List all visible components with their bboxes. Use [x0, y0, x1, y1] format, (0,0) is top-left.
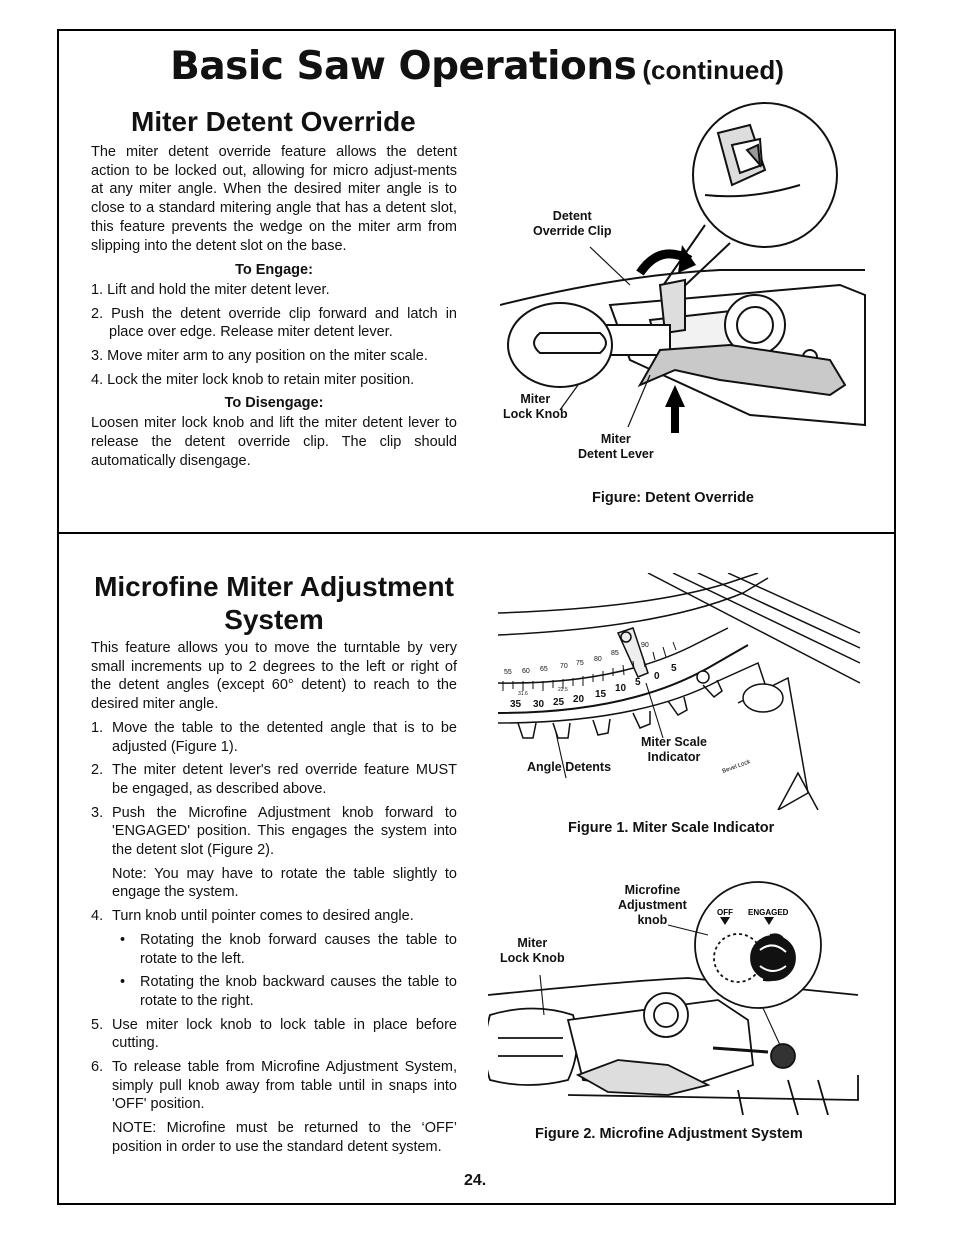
- caption-detent-override: Figure: Detent Override: [592, 490, 754, 506]
- step-text: Push the Microfine Adjustment knob forward to 'ENGAGED' position. This engages the system into the detent slot (Figure 2).: [112, 804, 457, 859]
- bullet-item: • Rotating the knob forward causes the table to rotate to the left.: [120, 931, 457, 967]
- scale-upper-number: 70: [560, 663, 568, 670]
- engage-step: 2. Push the detent override clip forward and latch in place over edge. Release miter detent lever.: [91, 305, 457, 341]
- caption-figure-2: Figure 2. Microfine Adjustment System: [535, 1126, 803, 1142]
- engage-heading: To Engage:: [235, 262, 313, 279]
- step-number: 4.: [91, 908, 104, 925]
- step-number: 3.: [91, 804, 104, 821]
- step-number: 2.: [91, 762, 104, 779]
- disengage-text: Loosen miter lock knob and lift the miter detent lever to release the detent override clip. The clip should automatically disengage.: [91, 415, 457, 469]
- scale-lower-number: 15: [595, 689, 607, 700]
- step-bullets: [112, 931, 457, 1011]
- scale-upper-number: 55: [504, 669, 512, 676]
- bullet-item: • Rotating the knob backward causes the table to rotate to the right.: [120, 974, 457, 1009]
- scale-upper-number: 65: [540, 666, 548, 673]
- scale-upper-number: 75: [576, 660, 584, 667]
- engaged-label: ENGAGED: [748, 908, 789, 917]
- step-text: Move the table to the detented angle that is to be adjusted (Figure 1).: [112, 719, 457, 755]
- microfine-step: [91, 804, 457, 903]
- microfine-step: [91, 719, 457, 756]
- caption-figure-1: Figure 1. Miter Scale Indicator: [568, 820, 775, 836]
- scale-small-number: 22.5: [558, 687, 568, 693]
- scale-lower-number: 30: [533, 699, 545, 710]
- step-number: 6.: [91, 1059, 104, 1076]
- detent-override-figure: [500, 95, 870, 435]
- step-text: The miter detent lever's red override feature MUST be engaged, as described above.: [112, 762, 457, 797]
- microfine-steps: [91, 719, 457, 1157]
- off-label: OFF: [717, 908, 733, 917]
- scale-lower-number: 25: [553, 697, 565, 708]
- scale-lower-number: 0: [654, 671, 660, 682]
- bullet-text: Rotating the knob backward causes the table to rotate to the right.: [140, 974, 457, 1009]
- step-note: NOTE: Microfine must be returned to the ‘OFF’ position in order to use the standard detent system.: [112, 1120, 457, 1155]
- scale-upper-number: 85: [611, 650, 619, 657]
- microfine-heading: Microfine Miter Adjustment System: [94, 571, 454, 635]
- scale-upper-number: 80: [594, 656, 602, 663]
- label-detent-override-clip: Detent Override Clip: [533, 209, 612, 238]
- miter-detent-intro: The miter detent override feature allows the detent action to be locked out, allowing for micro adjust-ments at any miter angle. When the desired miter angle is to close to a standard mitering angle that has a detent slot, this feature prevents the wedge on the miter arm from slipping into the detent slot on the base.: [91, 144, 457, 254]
- scale-lower-number: 5: [671, 663, 677, 674]
- scale-upper-number: 60: [522, 668, 530, 675]
- step-number: 1.: [91, 719, 104, 736]
- engage-step: 4. Lock the miter lock knob to retain miter position.: [91, 371, 415, 388]
- page-title: [0, 44, 954, 89]
- engage-step: 3. Move miter arm to any position on the miter scale.: [91, 348, 428, 365]
- step-note: Note: You may have to rotate the table slightly to engage the system.: [112, 865, 457, 901]
- step-text: Turn knob until pointer comes to desired angle.: [112, 908, 414, 925]
- page-number: 24.: [464, 1172, 487, 1189]
- scale-lower-number: 20: [573, 694, 585, 705]
- microfine-step: [91, 1058, 457, 1157]
- miter-detent-heading: Miter Detent Override: [131, 106, 416, 137]
- label-angle-detents: Angle Detents: [527, 760, 612, 774]
- bullet-text: Rotating the knob forward causes the table to rotate to the left.: [140, 931, 457, 967]
- label-miter-detent-lever: Miter Detent Lever: [578, 432, 654, 461]
- microfine-step: [91, 1016, 457, 1053]
- step-text: Use miter lock knob to lock table in place before cutting.: [112, 1016, 457, 1052]
- label-miter-lock-knob-2: Miter Lock Knob: [500, 936, 565, 965]
- disengage-heading: To Disengage:: [224, 395, 324, 412]
- miter-detent-text: [91, 143, 457, 470]
- microfine-step: [91, 761, 457, 798]
- label-microfine-knob: Microfine Adjustment knob: [618, 883, 687, 927]
- label-miter-scale-indicator: Miter Scale Indicator: [641, 735, 708, 764]
- scale-small-number: 31.6: [518, 691, 528, 697]
- scale-lower-number: 10: [615, 683, 627, 694]
- step-number: 5.: [91, 1016, 104, 1033]
- engage-step: 1. Lift and hold the miter detent lever.: [91, 281, 330, 298]
- bevel-lock-text: Bevel Lock: [721, 759, 752, 775]
- microfine-text: [91, 639, 457, 1162]
- microfine-step: [91, 907, 457, 1011]
- label-miter-lock-knob: Miter Lock Knob: [503, 392, 568, 421]
- scale-lower-number: 5: [635, 677, 641, 688]
- title-main: Basic Saw Operations: [170, 44, 637, 89]
- scale-upper-number: 90: [641, 642, 649, 649]
- title-continued: (continued): [642, 55, 784, 85]
- step-text: To release table from Microfine Adjustment System, simply pull knob away from table until in snaps into 'OFF' position.: [112, 1059, 457, 1113]
- section-divider: [57, 532, 896, 534]
- microfine-intro: This feature allows you to move the turntable by very small increments up to 2 degrees to the left or right of the detent angles (except 60° detent) to reach to the desired miter angle.: [91, 640, 457, 713]
- scale-lower-number: 35: [510, 699, 522, 710]
